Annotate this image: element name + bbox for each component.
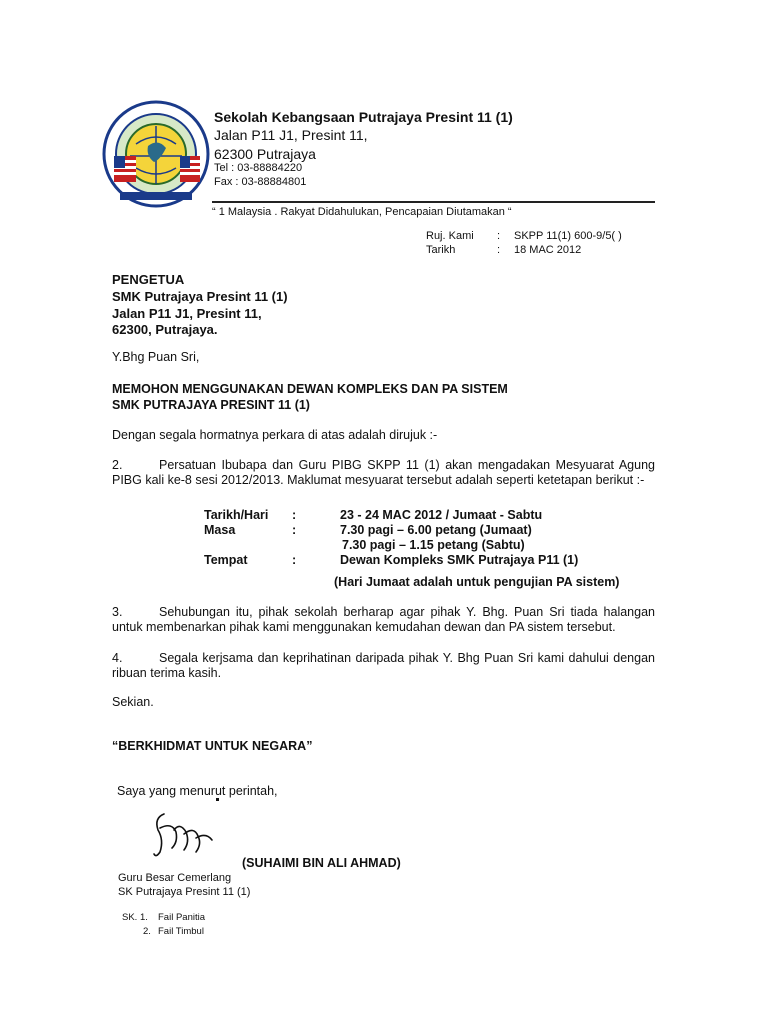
para-3-number: 3. [112, 605, 123, 619]
address-line-1: Jalan P11 J1, Presint 11, [214, 127, 368, 143]
date-colon: : [497, 244, 501, 256]
slogan: “BERKHIDMAT UNTUK NEGARA” [112, 739, 313, 753]
detail-note: (Hari Jumaat adalah untuk pengujian PA sistem) [334, 575, 620, 589]
signoff: Saya yang menurut perintah, [117, 784, 278, 798]
dot-mark [216, 798, 219, 801]
ref-value: SKPP 11(1) 600-9/5( ) [514, 230, 622, 242]
telephone: Tel : 03-88884220 [214, 162, 303, 174]
motto: “ 1 Malaysia . Rakyat Didahulukan, Pencapaian Diutamakan “ [212, 206, 512, 218]
subject-line-2: SMK PUTRAJAYA PRESINT 11 (1) [112, 398, 310, 412]
para-2-number: 2. [112, 458, 123, 472]
para-4-number: 4. [112, 651, 123, 665]
signature [150, 808, 220, 864]
address-line-2: 62300 Putrajaya [214, 146, 316, 162]
detail-time-value-2: 7.30 pagi – 1.15 petang (Sabtu) [342, 538, 525, 552]
recipient-line-4: 62300, Putrajaya. [112, 322, 218, 337]
subject-line-1: MEMOHON MENGGUNAKAN DEWAN KOMPLEKS DAN PA SISTEM [112, 382, 508, 396]
opening-line: Dengan segala hormatnya perkara di atas adalah dirujuk :- [112, 428, 438, 442]
ref-colon: : [497, 230, 501, 242]
cc-item-2: Fail Timbul [158, 926, 204, 937]
recipient-line-2: SMK Putrajaya Presint 11 (1) [112, 289, 288, 304]
detail-time-value-1: 7.30 pagi – 6.00 petang (Jumaat) [340, 523, 532, 537]
detail-venue-value: Dewan Kompleks SMK Putrajaya P11 (1) [340, 553, 579, 567]
school-name: Sekolah Kebangsaan Putrajaya Presint 11 (1) [214, 109, 513, 125]
detail-date-colon: : [292, 508, 297, 522]
detail-time-colon: : [292, 523, 297, 537]
detail-venue-colon: : [292, 553, 297, 567]
detail-date-value: 23 - 24 MAC 2012 / Jumaat - Sabtu [340, 508, 543, 522]
signatory-name: (SUHAIMI BIN ALI AHMAD) [242, 856, 401, 870]
cc-label: SK. 1. [122, 912, 148, 923]
signatory-title: Guru Besar Cemerlang [118, 872, 232, 884]
para-2-text: Persatuan Ibubapa dan Guru PIBG SKPP 11 (1) akan mengadakan Mesyuarat Agung PIBG kali ke-8 sesi 2012/2013. Maklumat mesyuarat tersebut adalah seperti ketetapan berikut :- [112, 458, 655, 487]
detail-date-label: Tarikh/Hari [204, 508, 269, 522]
date-value: 18 MAC 2012 [514, 244, 582, 256]
cc-item-1: Fail Panitia [158, 912, 205, 923]
cc-item-2-number: 2. [143, 926, 151, 937]
fax: Fax : 03-88884801 [214, 176, 307, 188]
closing: Sekian. [112, 695, 154, 709]
school-logo [100, 100, 212, 208]
detail-time-label: Masa [204, 523, 236, 537]
recipient-line-3: Jalan P11 J1, Presint 11, [112, 306, 262, 321]
signatory-school: SK Putrajaya Presint 11 (1) [118, 886, 251, 898]
para-4-text: Segala kerjsama dan keprihatinan daripada pihak Y. Bhg Puan Sri kami dahului dengan ribuan terima kasih. [112, 651, 655, 680]
date-label: Tarikh [426, 244, 456, 256]
para-3-text: Sehubungan itu, pihak sekolah berharap agar pihak Y. Bhg. Puan Sri tiada halangan untuk membenarkan pihak kami menggunakan kemudahan dewan dan PA sistem tersebut. [112, 605, 655, 634]
recipient-line-1: PENGETUA [112, 272, 185, 287]
salutation: Y.Bhg Puan Sri, [112, 350, 200, 364]
detail-venue-label: Tempat [204, 553, 248, 567]
ref-label: Ruj. Kami [426, 230, 474, 242]
header-divider [212, 201, 655, 203]
